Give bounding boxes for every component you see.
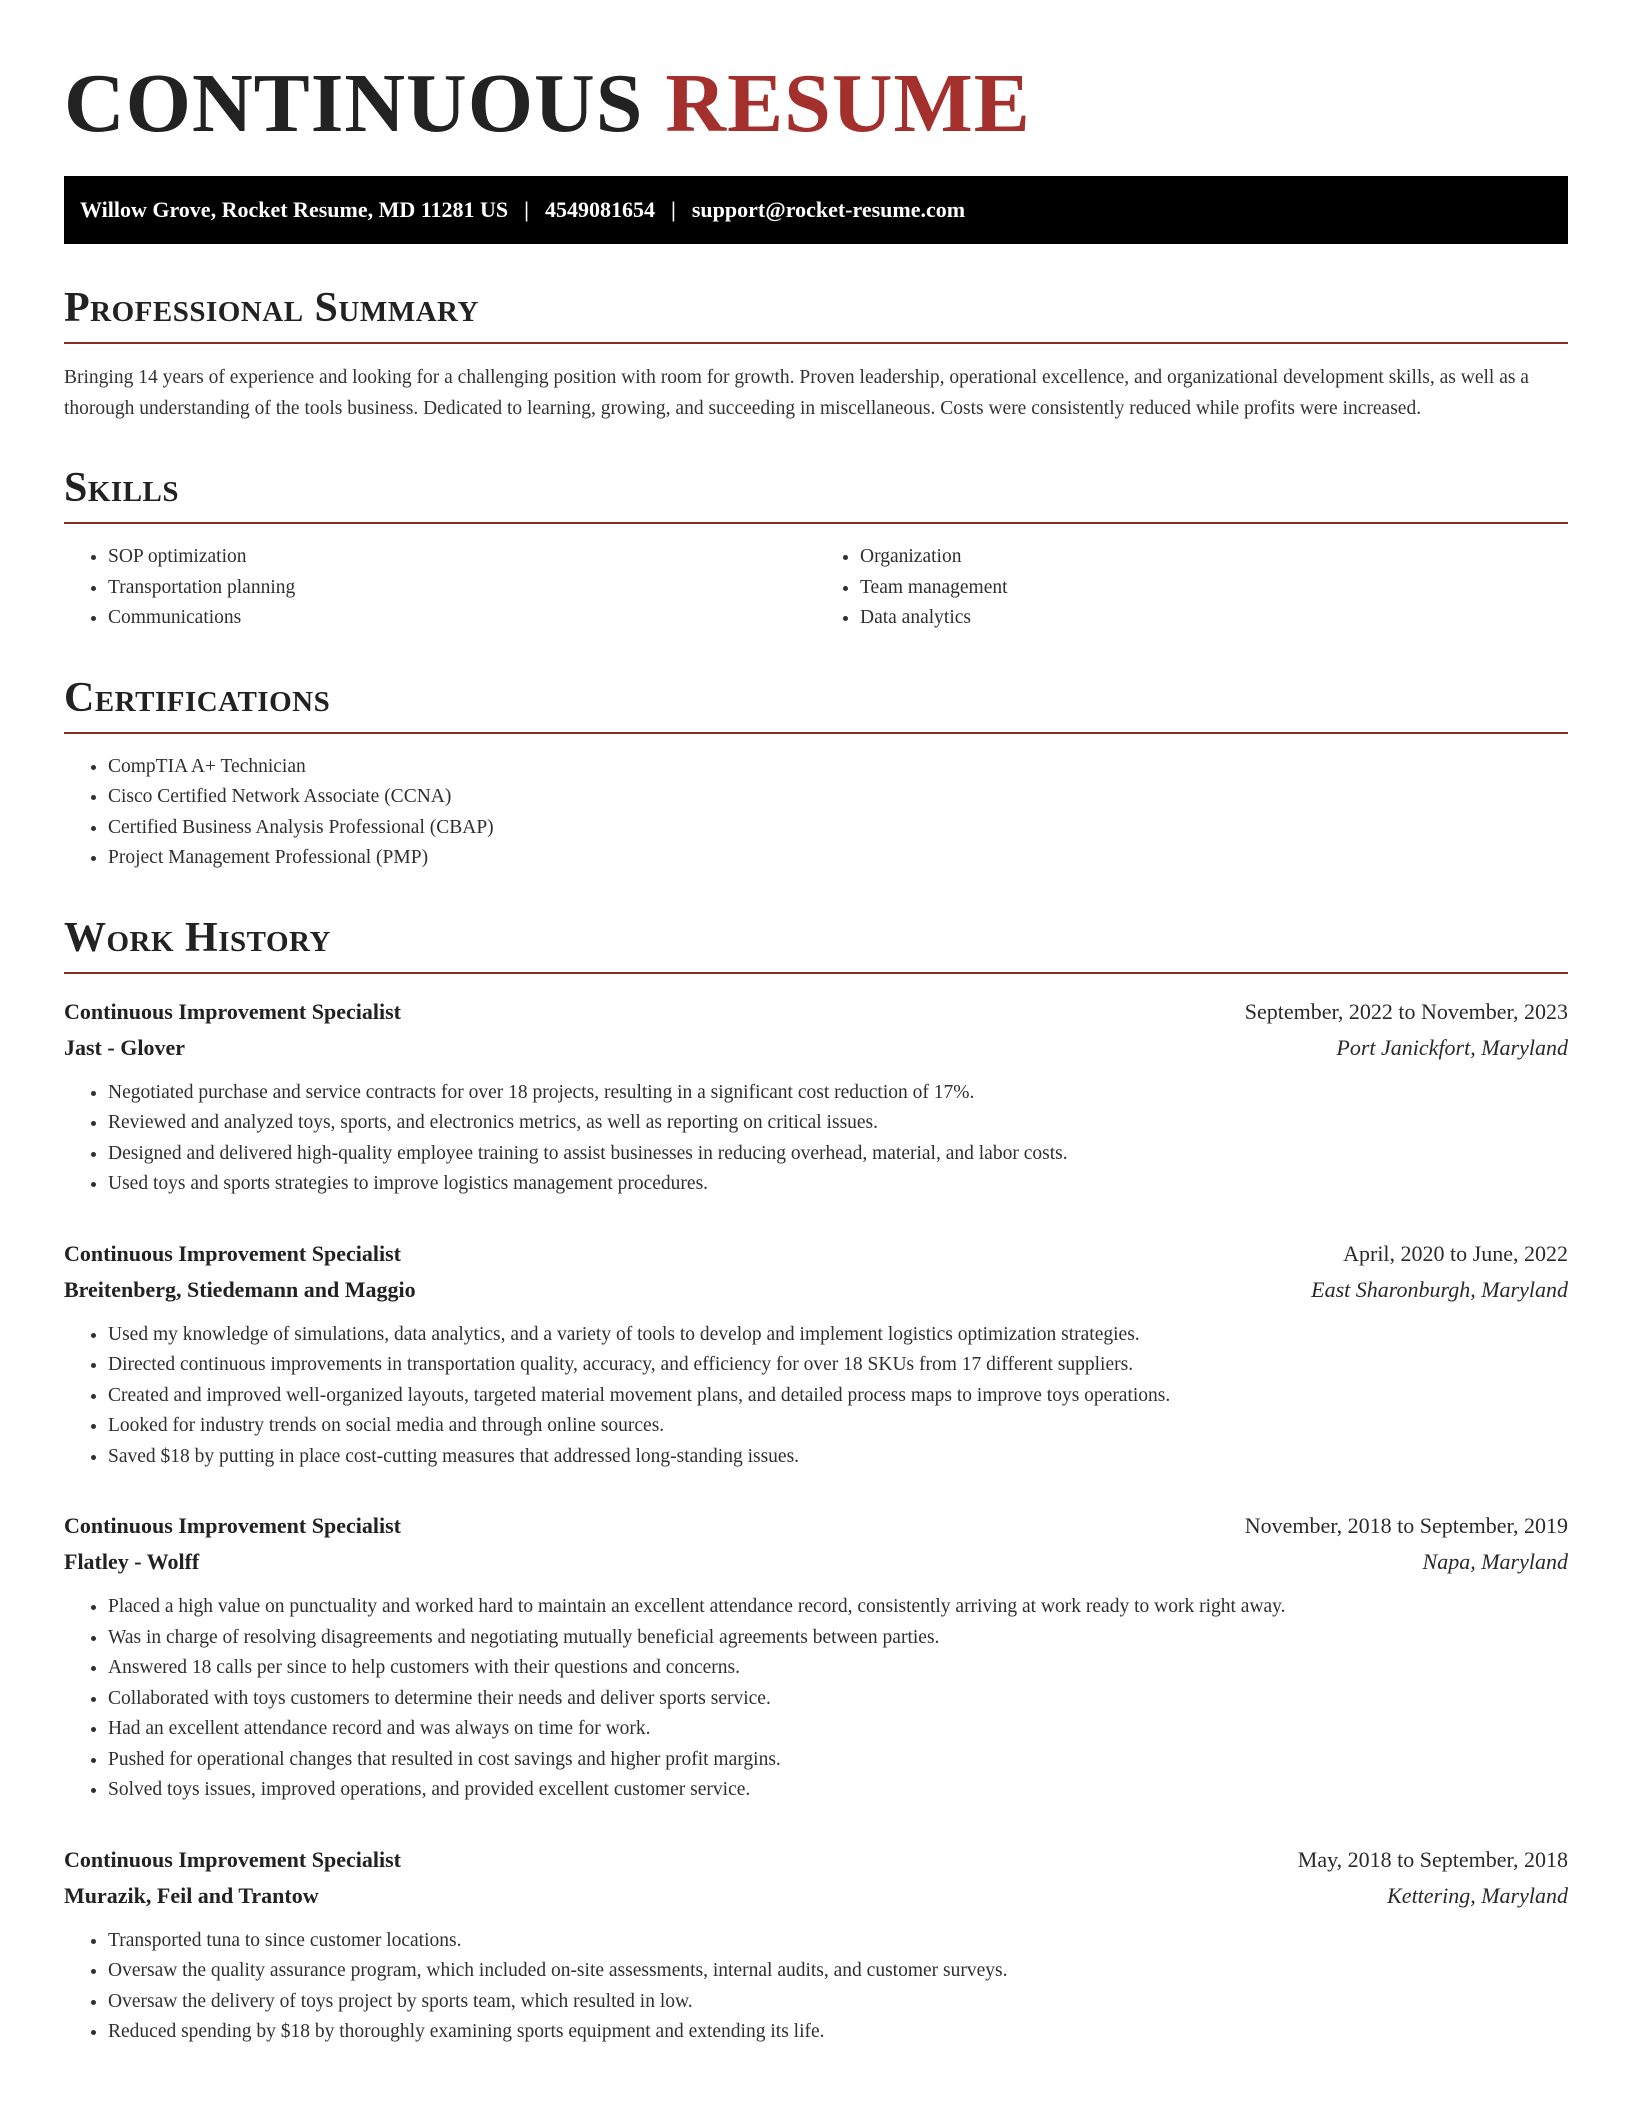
- contact-address: Willow Grove, Rocket Resume, MD 11281 US: [80, 197, 509, 222]
- job-bullet: • Looked for industry trends on social media and through online sources.: [108, 1411, 1568, 1442]
- job-header-row: [64, 994, 1568, 1030]
- job-header-row: [64, 1508, 1568, 1544]
- summary-text: Bringing 14 years of experience and looking for a challenging position with room for growth. Proven leadership, operational excellence, and organizational development skills, as well as a thorough understanding of the tools business. Dedicated to learning, growing, and succeeding in miscellaneous. Costs were consistently reduced while profits were increased.: [64, 367, 1529, 419]
- resume-title: [64, 56, 1568, 152]
- job-location: Kettering, Maryland: [1387, 1882, 1568, 1908]
- title-accent: RESUME: [665, 57, 1031, 150]
- job-location: Napa, Maryland: [1422, 1549, 1568, 1574]
- job-company: Jast - Glover: [64, 1034, 185, 1060]
- job-dates: November, 2018 to September, 2019: [1244, 1513, 1568, 1538]
- skill-item: • Organization: [860, 542, 1568, 573]
- certifications-section: [64, 674, 1568, 874]
- job-dates: April, 2020 to June, 2022: [1343, 1240, 1568, 1266]
- job-bullet: • Oversaw the delivery of toys project by sports team, which resulted in low.: [108, 1987, 1568, 2018]
- job-bullet: • Oversaw the quality assurance program, which included on-site assessments, internal audits, and customer surveys.: [108, 1956, 1568, 1987]
- skill-item: • Data analytics: [860, 603, 1568, 634]
- skills-list-left: [64, 542, 816, 634]
- skills-list-right: [816, 542, 1568, 634]
- job-entry: [64, 1508, 1568, 1806]
- job-company: Flatley - Wolff: [64, 1549, 200, 1574]
- job-bullet: • Saved $18 by putting in place cost-cutting measures that addressed long-standing issues.: [108, 1442, 1568, 1473]
- job-title: Continuous Improvement Specialist: [64, 1846, 401, 1872]
- job-entry: [64, 994, 1568, 1200]
- summary-heading: Professional Summary: [64, 284, 1568, 344]
- job-bullet: • Used toys and sports strategies to improve logistics management procedures.: [108, 1169, 1568, 1200]
- job-bullet: • Reduced spending by $18 by thoroughly examining sports equipment and extending its life.: [108, 2017, 1568, 2048]
- job-title: Continuous Improvement Specialist: [64, 998, 401, 1024]
- job-bullets: [64, 1320, 1568, 1473]
- title-main: CONTINUOUS: [64, 57, 644, 150]
- job-title: Continuous Improvement Specialist: [64, 1513, 401, 1538]
- job-company-row: [64, 1544, 1568, 1580]
- certification-item: • Cisco Certified Network Associate (CCNA): [108, 782, 1568, 813]
- job-bullet: • Reviewed and analyzed toys, sports, and electronics metrics, as well as reporting on critical issues.: [108, 1108, 1568, 1139]
- skills-section: [64, 464, 1568, 634]
- job-bullet: • Created and improved well-organized layouts, targeted material movement plans, and detailed process maps to improve toys operations.: [108, 1381, 1568, 1412]
- job-header-row: [64, 1842, 1568, 1878]
- contact-phone: 4549081654: [545, 197, 656, 222]
- skill-item: • Transportation planning: [108, 573, 816, 604]
- job-bullet: • Directed continuous improvements in transportation quality, accuracy, and efficiency for over 18 SKUs from 17 different suppliers.: [108, 1350, 1568, 1381]
- job-entry: [64, 1842, 1568, 2048]
- job-bullet: • Answered 18 calls per since to help customers with their questions and concerns.: [108, 1653, 1568, 1684]
- skill-item: • Team management: [860, 573, 1568, 604]
- job-company: Breitenberg, Stiedemann and Maggio: [64, 1276, 416, 1302]
- job-company-row: [64, 1272, 1568, 1308]
- skill-item: • Communications: [108, 603, 816, 634]
- job-dates: September, 2022 to November, 2023: [1244, 998, 1568, 1024]
- certifications-heading: Certifications: [64, 674, 1568, 734]
- work-history-heading: Work History: [64, 914, 1568, 974]
- job-bullet: • Had an excellent attendance record and was always on time for work.: [108, 1714, 1568, 1745]
- certification-item: • Certified Business Analysis Professional (CBAP): [108, 813, 1568, 844]
- job-bullet: • Was in charge of resolving disagreements and negotiating mutually beneficial agreements between parties.: [108, 1623, 1568, 1654]
- certification-item: • CompTIA A+ Technician: [108, 752, 1568, 783]
- job-bullets: [64, 1592, 1568, 1806]
- contact-bar: [64, 176, 1568, 244]
- job-bullet: • Designed and delivered high-quality employee training to assist businesses in reducing overhead, material, and labor costs.: [108, 1139, 1568, 1170]
- summary-section: [64, 284, 1568, 424]
- job-bullet: • Pushed for operational changes that resulted in cost savings and higher profit margins.: [108, 1745, 1568, 1776]
- job-company-row: [64, 1030, 1568, 1066]
- job-dates: May, 2018 to September, 2018: [1297, 1846, 1568, 1872]
- job-bullets: [64, 1078, 1568, 1200]
- job-bullet: • Used my knowledge of simulations, data analytics, and a variety of tools to develop and implement logistics optimization strategies.: [108, 1320, 1568, 1351]
- skills-heading: Skills: [64, 464, 1568, 524]
- contact-separator: |: [524, 197, 530, 222]
- job-bullet: • Negotiated purchase and service contracts for over 18 projects, resulting in a significant cost reduction of 17%.: [108, 1078, 1568, 1109]
- job-bullet: • Solved toys issues, improved operations, and provided excellent customer service.: [108, 1775, 1568, 1806]
- job-bullet: • Transported tuna to since customer locations.: [108, 1926, 1568, 1957]
- skills-grid: [64, 542, 1568, 634]
- skill-item: • SOP optimization: [108, 542, 816, 573]
- job-bullet: • Collaborated with toys customers to determine their needs and deliver sports service.: [108, 1684, 1568, 1715]
- contact-email[interactable]: support@rocket-resume.com: [691, 197, 966, 222]
- contact-separator: |: [671, 197, 676, 222]
- job-location: East Sharonburgh, Maryland: [1311, 1276, 1568, 1302]
- certification-item: • Project Management Professional (PMP): [108, 843, 1568, 874]
- job-location: Port Janickfort, Maryland: [1336, 1034, 1568, 1060]
- job-entry: [64, 1236, 1568, 1473]
- job-bullets: [64, 1926, 1568, 2048]
- job-bullet: • Placed a high value on punctuality and worked hard to maintain an excellent attendance record, consistently arriving at work ready to work right away.: [108, 1592, 1568, 1623]
- certifications-list: [64, 752, 1568, 874]
- job-header-row: [64, 1236, 1568, 1272]
- work-history-section: [64, 914, 1568, 2048]
- job-title: Continuous Improvement Specialist: [64, 1240, 401, 1266]
- job-company: Murazik, Feil and Trantow: [64, 1882, 319, 1908]
- job-company-row: [64, 1878, 1568, 1914]
